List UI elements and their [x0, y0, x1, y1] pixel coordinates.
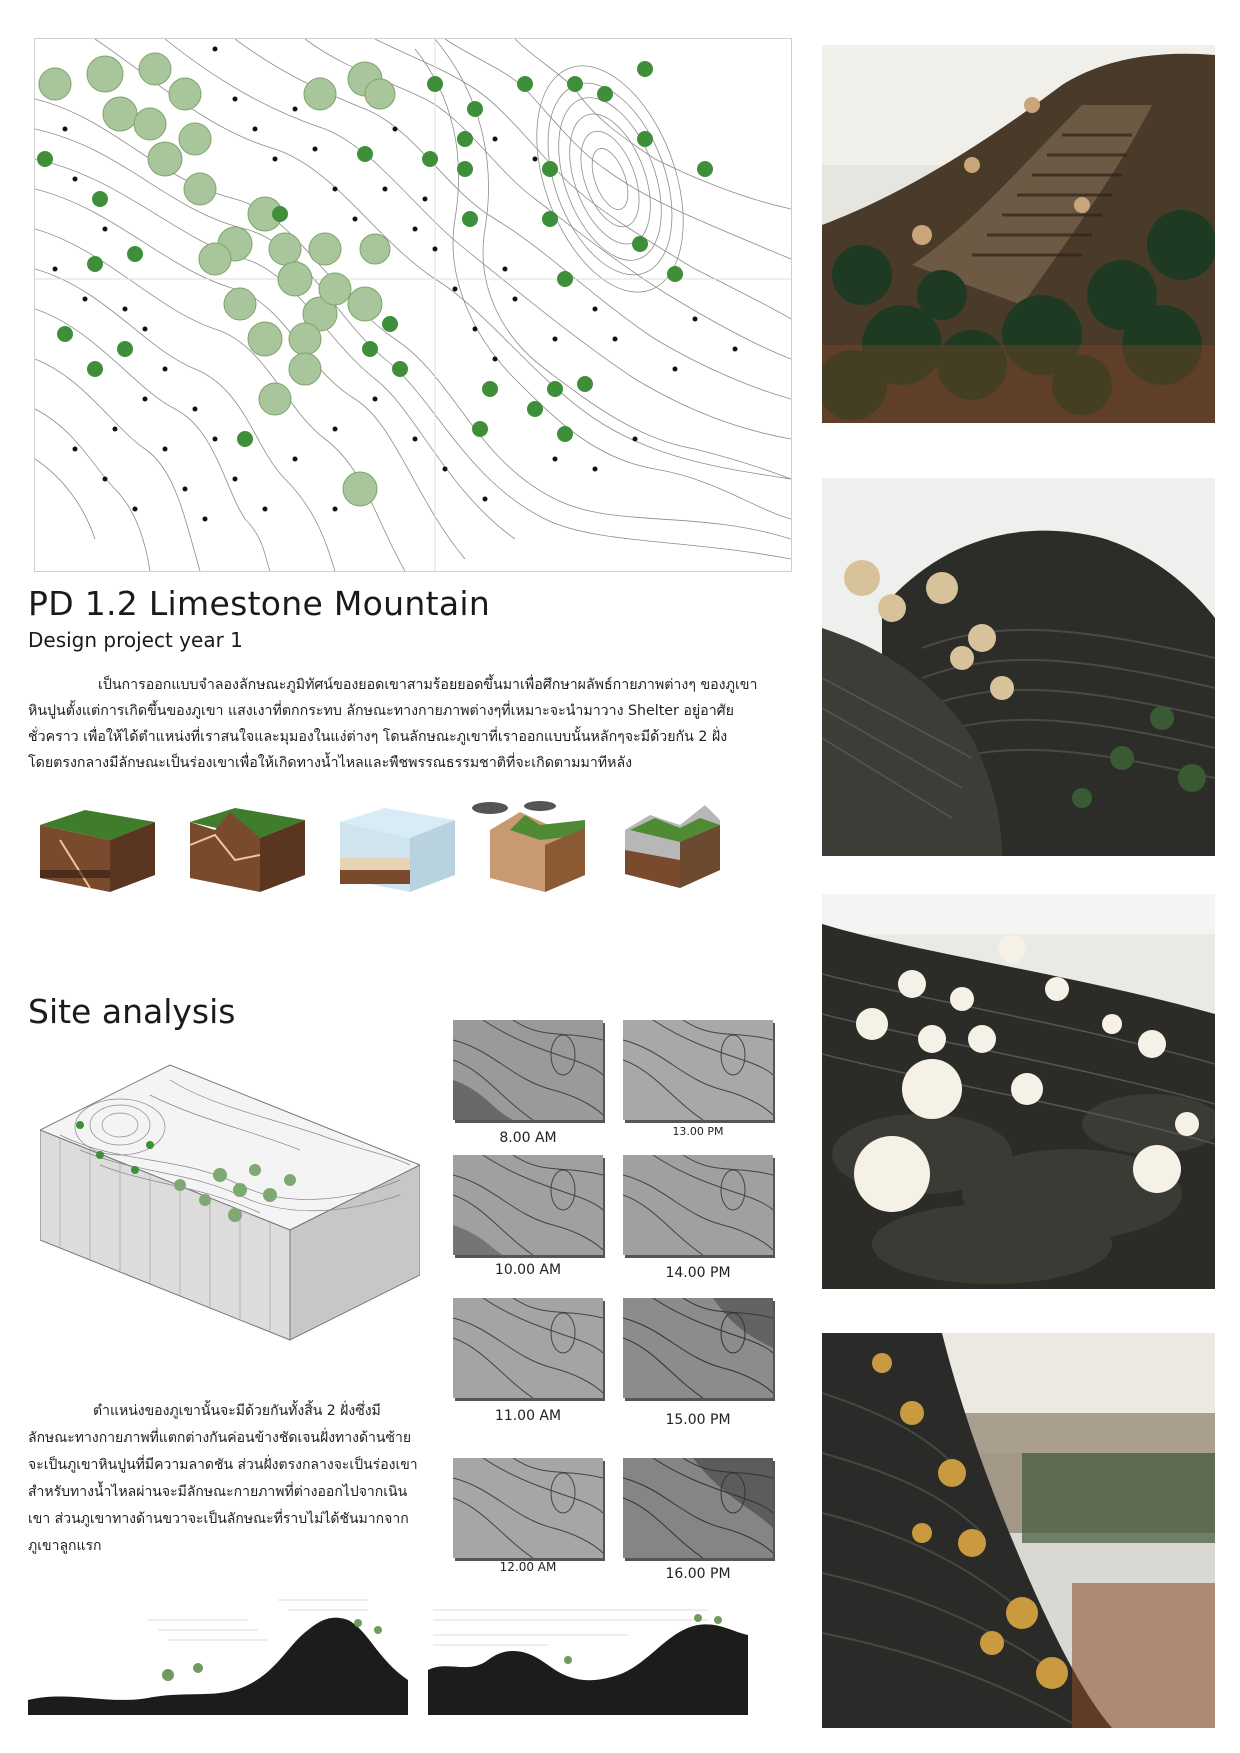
sun-study-1600 — [623, 1458, 773, 1558]
model-photo-4 — [822, 1333, 1215, 1728]
sun-time-label: 11.00 AM — [494, 1408, 562, 1424]
sun-time-label: 16.00 PM — [665, 1566, 731, 1582]
sun-study-1500 — [623, 1298, 773, 1398]
block-diagram-5 — [625, 805, 720, 888]
geology-block-diagrams — [40, 800, 780, 910]
page-title: PD 1.2 Limestone Mountain — [28, 584, 491, 623]
section-right — [428, 1610, 748, 1715]
site-plan-drawing — [34, 38, 792, 572]
site-analysis-title: Site analysis — [28, 992, 236, 1031]
sun-study-0800 — [453, 1020, 603, 1120]
model-photo-2 — [822, 478, 1215, 856]
sun-time-label: 8.00 AM — [499, 1130, 557, 1146]
intro-paragraph: เป็นการออกแบบจำลองลักษณะภูมิทัศน์ของยอดเขาสามร้อยยอดขึ้นมาเพื่อศึกษาผลัพธ์กายภาพต่างๆ ของภูเขาหินปูนตั้งแต่การเกิดขึ้นของภูเขา แสงเงาที่ตกกระทบ ลักษณะทางกายภาพต่างๆที่เหมาะจะนำมาวาง Shelter อยู่อาศัยชั่วคราว เพื่อให้ได้ตำแหน่งที่เราสนใจและมุมองในแง่ต่างๆ โดนลักษณะภูเขาที่เราออกแบบนั้นหลักๆจะมีด้วยกัน 2 ฝั่ง โดยตรงกลางมีลักษณะเป็นร่องเขาเพื่อให้เกิดทางน้ำไหลและพืชพรรณธรรมชาติที่จะเกิดตามมาทีหลัง — [28, 677, 758, 771]
sun-study-1400 — [623, 1155, 773, 1255]
sun-time-label: 14.00 PM — [665, 1265, 731, 1281]
sun-study-1100 — [453, 1298, 603, 1398]
site-analysis-paragraph: ตำแหน่งของภูเขานั้นจะมีด้วยกันทั้งสิ้น 2 ฝั่งซึ่งมีลักษณะทางกายภาพที่แตกต่างกันค่อนข้างชัดเจนฝั่งทางด้านซ้ายจะเป็นภูเขาหินปูนที่มีความลาดชัน ส่วนฝั่งตรงกลางจะเป็นร่องเขาสำหรับทางน้ำไหลผ่านจะมีลักษณะกายภาพที่ต่างออกไปจากเนินเขา ส่วนภูเขาทางด้านขวาจะเป็นลักษณะที่ราบไม่ได้ชันมากจากภูเขาลูกแรก — [28, 1403, 418, 1554]
section-left — [28, 1600, 408, 1715]
block-diagram-4 — [472, 801, 585, 892]
model-photo-3 — [822, 894, 1215, 1289]
sun-time-label: 15.00 PM — [665, 1412, 731, 1428]
sun-time-label: 13.00 PM — [672, 1125, 724, 1138]
sun-study-1000 — [453, 1155, 603, 1255]
site-sections — [28, 1590, 808, 1720]
block-diagram-3 — [340, 808, 455, 892]
sun-study-1300 — [623, 1020, 773, 1120]
sun-study-1200 — [453, 1458, 603, 1558]
sun-time-label: 10.00 AM — [494, 1262, 562, 1278]
isometric-site-model — [40, 1055, 420, 1355]
model-photo-1 — [822, 45, 1215, 423]
block-diagram-1 — [40, 810, 155, 892]
sun-time-label: 12.00 AM — [499, 1560, 557, 1574]
page-subtitle: Design project year 1 — [28, 628, 243, 652]
block-diagram-2 — [190, 808, 305, 892]
contour-map — [35, 39, 791, 571]
